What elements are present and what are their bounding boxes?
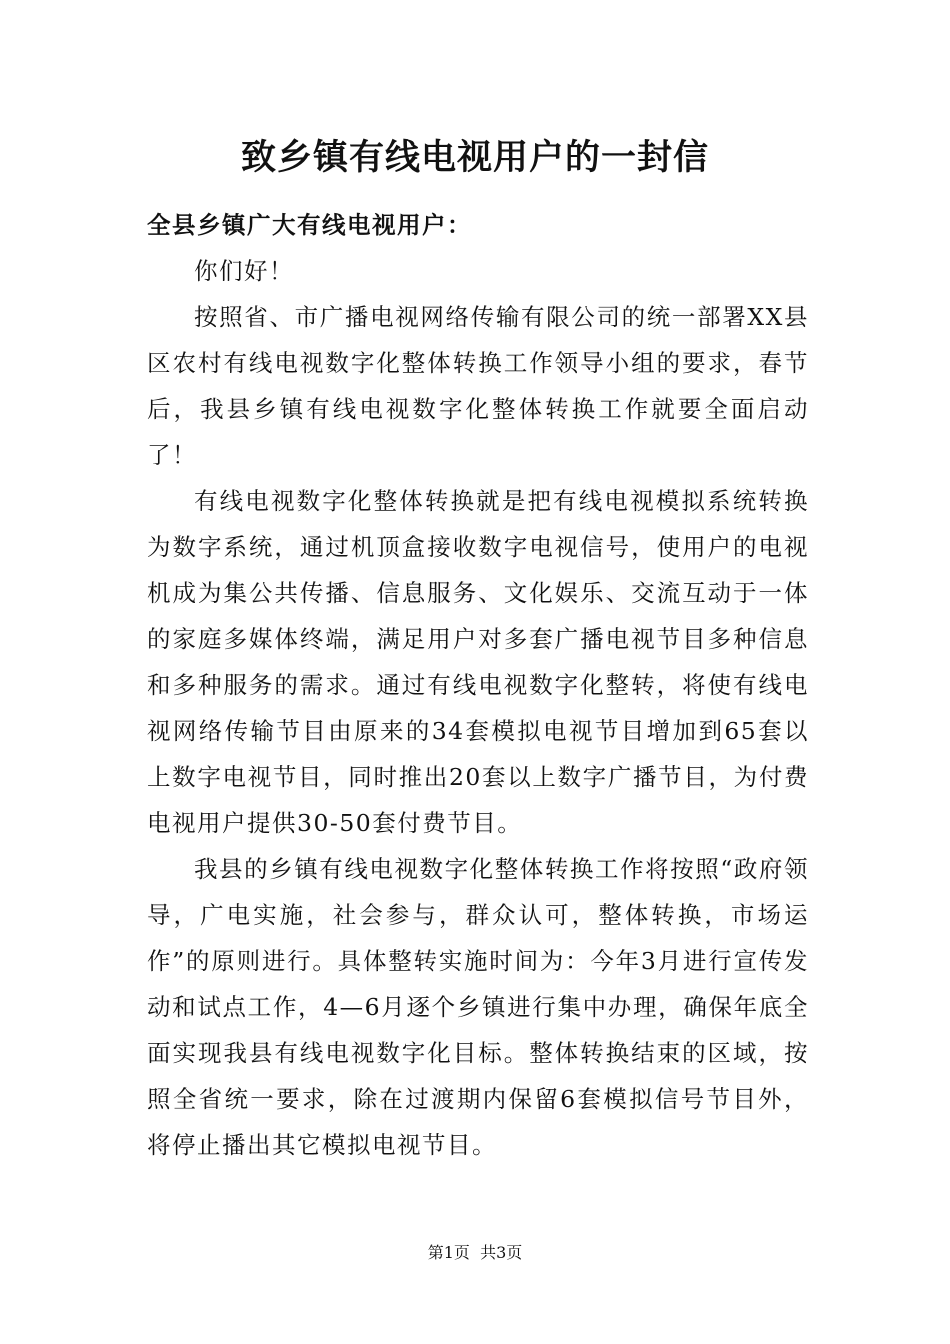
paragraph-1: 按照省、市广播电视网络传输有限公司的统一部署XX县区农村有线电视数字化整体转换工作领导小组的要求，春节后，我县乡镇有线电视数字化整体转换工作就要全面启动了！ [147,303,809,469]
page-number: 第1页 共3页 [427,1243,523,1262]
paragraph-greeting: 你们好！ [194,257,294,285]
paragraph-3: 我县的乡镇有线电视数字化整体转换工作将按照“政府领导，广电实施，社会参与，群众认可，整体转换，市场运作”的原则进行。具体整转实施时间为：今年3月进行宣传发动和试点工作，4—6月逐个乡镇进行集中办理，确保年底全面实现我县有线电视数字化目标。整体转换结束的区域，按照全省统一要求，除在过渡期内保留6套模拟信号节目外，将停止播出其它模拟电视节目。 [147,855,809,1159]
letter-body [147,202,809,1168]
salutation: 全县乡镇广大有线电视用户： [147,211,472,239]
document-title: 致乡镇有线电视用户的一封信 [240,137,709,178]
paragraph-2: 有线电视数字化整体转换就是把有线电视模拟系统转换为数字系统，通过机顶盒接收数字电视信号，使用户的电视机成为集公共传播、信息服务、文化娱乐、交流互动于一体的家庭多媒体终端，满足用户对多套广播电视节目多种信息和多种服务的需求。通过有线电视数字化整转，将使有线电视网络传输节目由原来的34套模拟电视节目增加到65套以上数字电视节目，同时推出20套以上数字广播节目，为付费电视用户提供30-50套付费节目。 [147,487,809,837]
